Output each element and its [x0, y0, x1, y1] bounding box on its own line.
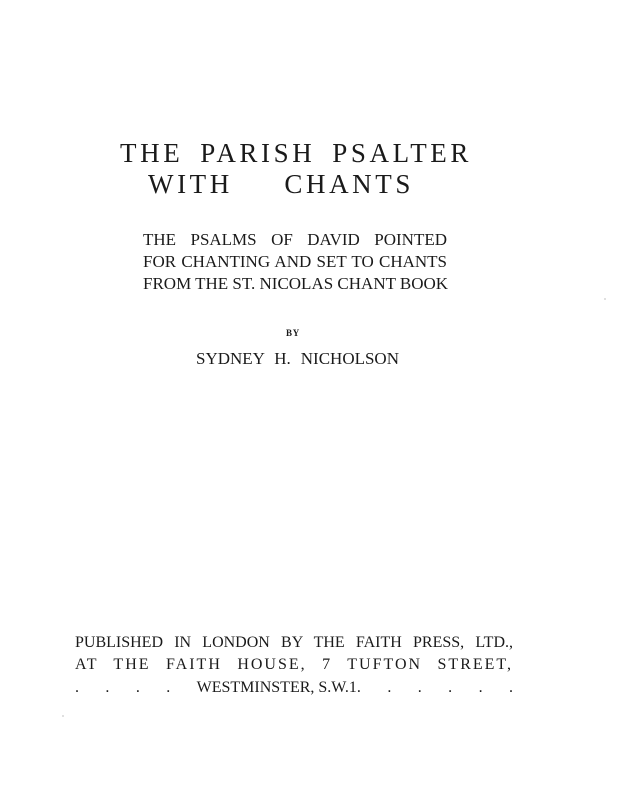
- leader-dot: .: [166, 679, 171, 696]
- book-title-line-2: WITH CHANTS: [148, 169, 414, 199]
- publisher-line-2: AT THE FAITH HOUSE, 7 TUFTON STREET,: [75, 656, 513, 673]
- paper-speck: [604, 298, 606, 300]
- by-label: BY: [286, 328, 301, 338]
- paper-speck: [62, 715, 64, 717]
- author-name: SYDNEY H. NICHOLSON: [196, 349, 399, 368]
- leader-dot: .: [508, 679, 513, 696]
- subtitle-line-3: FROM THE ST. NICOLAS CHANT BOOK: [143, 274, 449, 293]
- publisher-line-1: PUBLISHED IN LONDON BY THE FAITH PRESS, LTD.,: [75, 634, 513, 651]
- leader-dot: .: [417, 679, 422, 696]
- subtitle-line-1: THE PSALMS OF DAVID POINTED: [143, 230, 447, 249]
- leader-dot: .: [387, 679, 392, 696]
- leader-dot: .: [75, 679, 79, 696]
- book-title-line-1: THE PARISH PSALTER: [120, 138, 472, 168]
- publisher-line-3: [75, 679, 513, 697]
- leader-dot: .: [105, 679, 110, 696]
- publisher-address-city: WESTMINSTER, S.W.1.: [196, 679, 361, 696]
- subtitle-line-2: FOR CHANTING AND SET TO CHANTS: [143, 252, 447, 271]
- leader-dot: .: [478, 679, 483, 696]
- leader-dot: .: [448, 679, 453, 696]
- leader-dot: .: [135, 679, 140, 696]
